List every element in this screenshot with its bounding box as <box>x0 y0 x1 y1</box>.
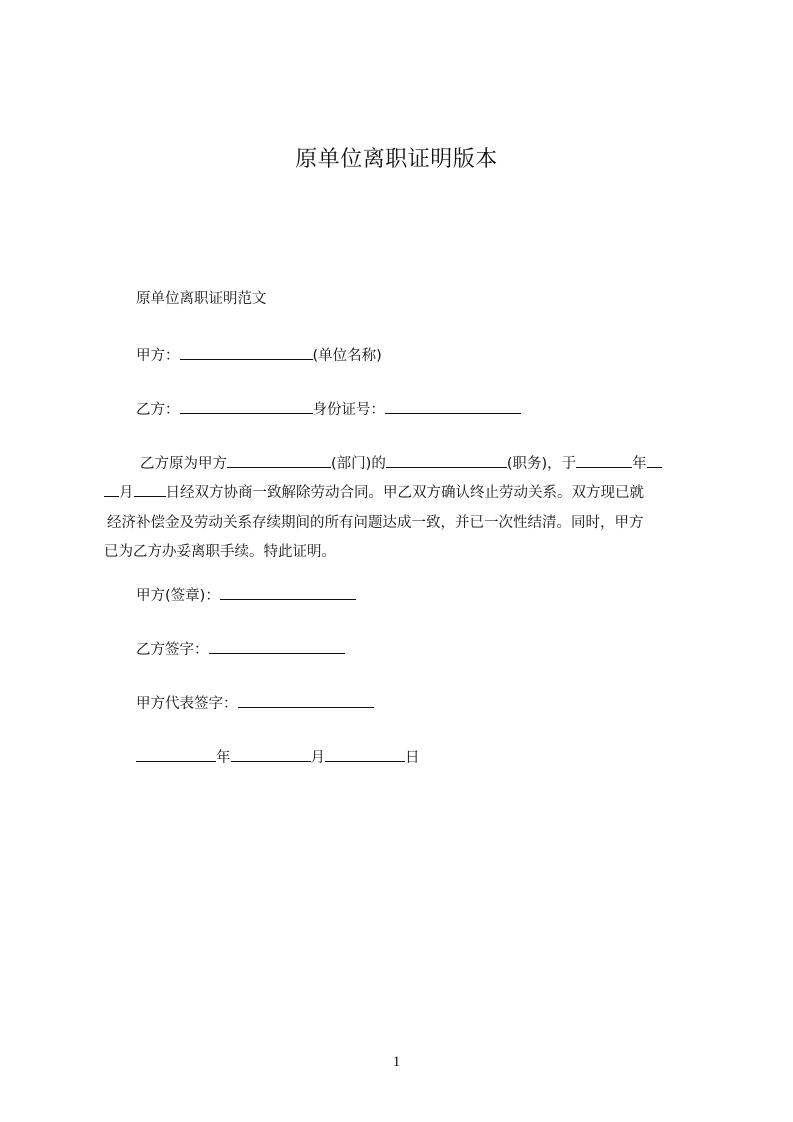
rep-sign-label: 甲方代表签字： <box>136 696 238 712</box>
body-position: (职务)，于 <box>506 456 577 472</box>
party-a-seal-line <box>136 584 356 606</box>
date-month-label: 月 <box>310 750 325 766</box>
position-blank <box>386 452 507 468</box>
date-month-blank <box>231 746 311 762</box>
party-b-sign-line <box>136 638 345 660</box>
body-month: 月 <box>119 485 134 502</box>
document-subtitle: 原单位离职证明范文 <box>136 291 267 307</box>
body-seg1: 乙方原为甲方 <box>140 456 227 472</box>
rep-sign-blank <box>238 692 374 708</box>
party-a-note: (单位名称) <box>312 348 382 364</box>
body-line-1 <box>104 450 700 479</box>
rep-sign-line <box>136 692 374 714</box>
month-blank-a <box>647 452 662 468</box>
body-line-4: 已为乙方办妥离职手续。特此证明。 <box>104 543 336 560</box>
date-line <box>136 746 420 768</box>
party-b-label: 乙方： <box>136 402 180 418</box>
date-year-label: 年 <box>216 750 231 766</box>
page-number: 1 <box>392 1054 401 1070</box>
party-b-line <box>136 398 521 420</box>
party-b-id-label: 身份证号： <box>312 402 385 418</box>
body-year: 年 <box>632 456 647 472</box>
page-title: 原单位离职证明版本 <box>295 147 498 172</box>
body-dept: (部门)的 <box>331 456 386 472</box>
party-b-id-blank <box>385 398 521 414</box>
date-day-blank <box>325 746 405 762</box>
month-blank-b <box>104 481 119 497</box>
party-b-sign-blank <box>209 638 345 654</box>
party-a-seal-label: 甲方(签章)： <box>136 588 220 604</box>
party-b-sign-label: 乙方签字： <box>136 642 209 658</box>
party-b-name-blank <box>180 398 313 414</box>
body-paragraph <box>104 450 700 567</box>
party-a-label: 甲方： <box>136 348 180 364</box>
body-line-2 <box>104 479 700 508</box>
party-a-seal-blank <box>220 584 356 600</box>
department-blank <box>227 452 331 468</box>
party-a-line <box>136 344 382 366</box>
party-a-name-blank <box>180 344 313 360</box>
day-blank <box>134 481 166 497</box>
body-line2-rest: 日经双方协商一致解除劳动合同。甲乙双方确认终止劳动关系。双方现已就 <box>165 485 644 502</box>
date-year-blank <box>136 746 216 762</box>
body-line-3: 经济补偿金及劳动关系存续期间的所有问题达成一致，并已一次性结清。同时，甲方 <box>107 514 644 531</box>
year-blank <box>576 452 632 468</box>
date-day-label: 日 <box>405 750 420 766</box>
